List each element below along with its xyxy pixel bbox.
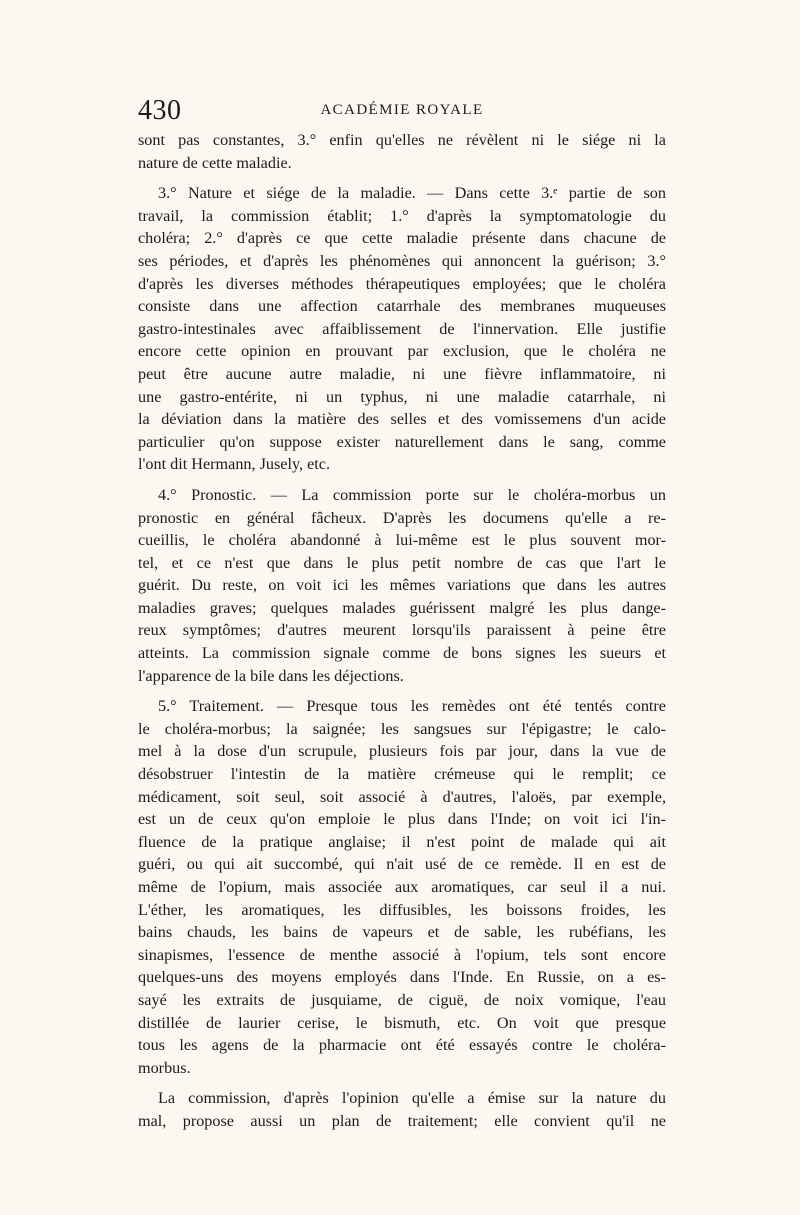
text-line: médicament, soit seul, soit associé à d'autres, l'aloës, par exemple, <box>138 787 666 806</box>
text-line: 5.° Traitement. — Presque tous les remèdes ont été tentés contre <box>158 697 666 716</box>
text-line: cueillis, le choléra abandonné à lui-même est le plus souvent mor- <box>138 531 666 550</box>
text-line: 3.° Nature et siége de la maladie. — Dans cette 3.ᵉ partie de son <box>158 184 666 203</box>
text-line: choléra; 2.° d'après ce que cette maladie présente dans chacune de <box>138 229 666 248</box>
text-line: consiste dans une affection catarrhale des membranes muqueuses <box>138 297 666 316</box>
text-line: sont pas constantes, 3.° enfin qu'elles ne révèlent ni le siége ni la <box>138 131 666 149</box>
text-line: reux symptômes; d'autres meurent lorsqu'ils paraissent à peine être <box>138 621 666 640</box>
text-line: gastro-intestinales avec affaiblissement de l'innervation. Elle justifie <box>138 319 666 338</box>
paragraph-gap <box>138 687 666 695</box>
paragraph-gap <box>138 476 666 484</box>
text-line: bains chauds, les bains de vapeurs et de sable, les rubéfians, les <box>138 923 666 942</box>
text-line: L'éther, les aromatiques, les diffusibles, les boissons froides, les <box>138 900 666 919</box>
text-line: ses périodes, et d'après les phénomènes qui annoncent la guérison; 3.° <box>138 251 666 270</box>
text-line: la déviation dans la matière des selles et des vomissemens d'un acide <box>138 410 666 429</box>
text-line: quelques-uns des moyens employés dans l'Inde. En Russie, on a es- <box>138 968 666 987</box>
text-line: travail, la commission établit; 1.° d'après la symptomatologie du <box>138 206 666 225</box>
text-line: est un de ceux qu'on emploie le plus dans l'Inde; on voit ici l'in- <box>138 810 666 829</box>
text-line: maladies graves; quelques malades guérissent malgré les plus dange- <box>138 598 666 617</box>
text-line: La commission, d'après l'opinion qu'elle a émise sur la nature du <box>158 1089 666 1108</box>
text-line: atteints. La commission signale comme de bons signes les sueurs et <box>138 644 666 663</box>
text-line: guérit. Du reste, on voit ici les mêmes variations que dans les autres <box>138 576 666 595</box>
text-line: l'apparence de la bile dans les déjections. <box>138 666 404 685</box>
text-line: sayé les extraits de jusquiame, de ciguë, de noix vomique, l'eau <box>138 990 666 1009</box>
text-line: sinapismes, l'essence de menthe associé à l'opium, tels sont encore <box>138 945 666 964</box>
text-line: encore cette opinion en prouvant par exclusion, que le choléra ne <box>138 342 666 361</box>
text-line: désobstruer l'intestin de la matière crémeuse qui le remplit; ce <box>138 765 666 784</box>
text-line: mal, propose aussi un plan de traitement; elle convient qu'il ne <box>138 1111 666 1130</box>
text-line: 4.° Pronostic. — La commission porte sur le choléra-morbus un <box>158 485 666 504</box>
text-line: mel à la dose d'un scrupule, plusieurs fois par jour, dans la vue de <box>138 742 666 761</box>
text-line: une gastro-entérite, ni un typhus, ni une maladie catarrhale, ni <box>138 387 666 406</box>
paragraph-gap <box>138 174 666 182</box>
page-number: 430 <box>138 95 182 126</box>
text-line: l'ont dit Hermann, Jusely, etc. <box>138 455 331 474</box>
text-line: guéri, ou qui ait succombé, qui n'ait usé de ce remède. Il en est de <box>138 855 666 874</box>
paragraph-gap <box>138 1079 666 1087</box>
text-line: tel, et ce n'est que dans le plus petit nombre de cas que l'art le <box>138 553 666 572</box>
text-line: nature de cette maladie. <box>138 153 292 172</box>
text-line: morbus. <box>138 1058 191 1077</box>
text-line: le choléra-morbus; la saignée; les sangsues sur l'épigastre; le calo- <box>138 719 666 738</box>
text-line: particulier qu'on suppose exister naturellement dans le sang, comme <box>138 432 666 451</box>
text-line: d'après les diverses méthodes thérapeutiques employées; que le choléra <box>138 274 666 293</box>
text-line: fluence de la pratique anglaise; il n'est point de malade qui ait <box>138 832 666 851</box>
text-line: pronostic en général fâcheux. D'après les documens qu'elle a re- <box>138 508 666 527</box>
running-head: ACADÉMIE ROYALE <box>320 102 484 118</box>
text-line: peut être aucune autre maladie, ni une fièvre inflammatoire, ni <box>138 364 666 383</box>
text-line: distillée de laurier cerise, le bismuth, etc. On voit que presque <box>138 1013 666 1032</box>
page-header <box>138 96 666 126</box>
text-line: tous les agens de la pharmacie ont été essayés contre le choléra- <box>138 1036 666 1055</box>
text-line: même de l'opium, mais associée aux aromatiques, car seul il a nui. <box>138 878 666 896</box>
body-text <box>138 129 666 1133</box>
